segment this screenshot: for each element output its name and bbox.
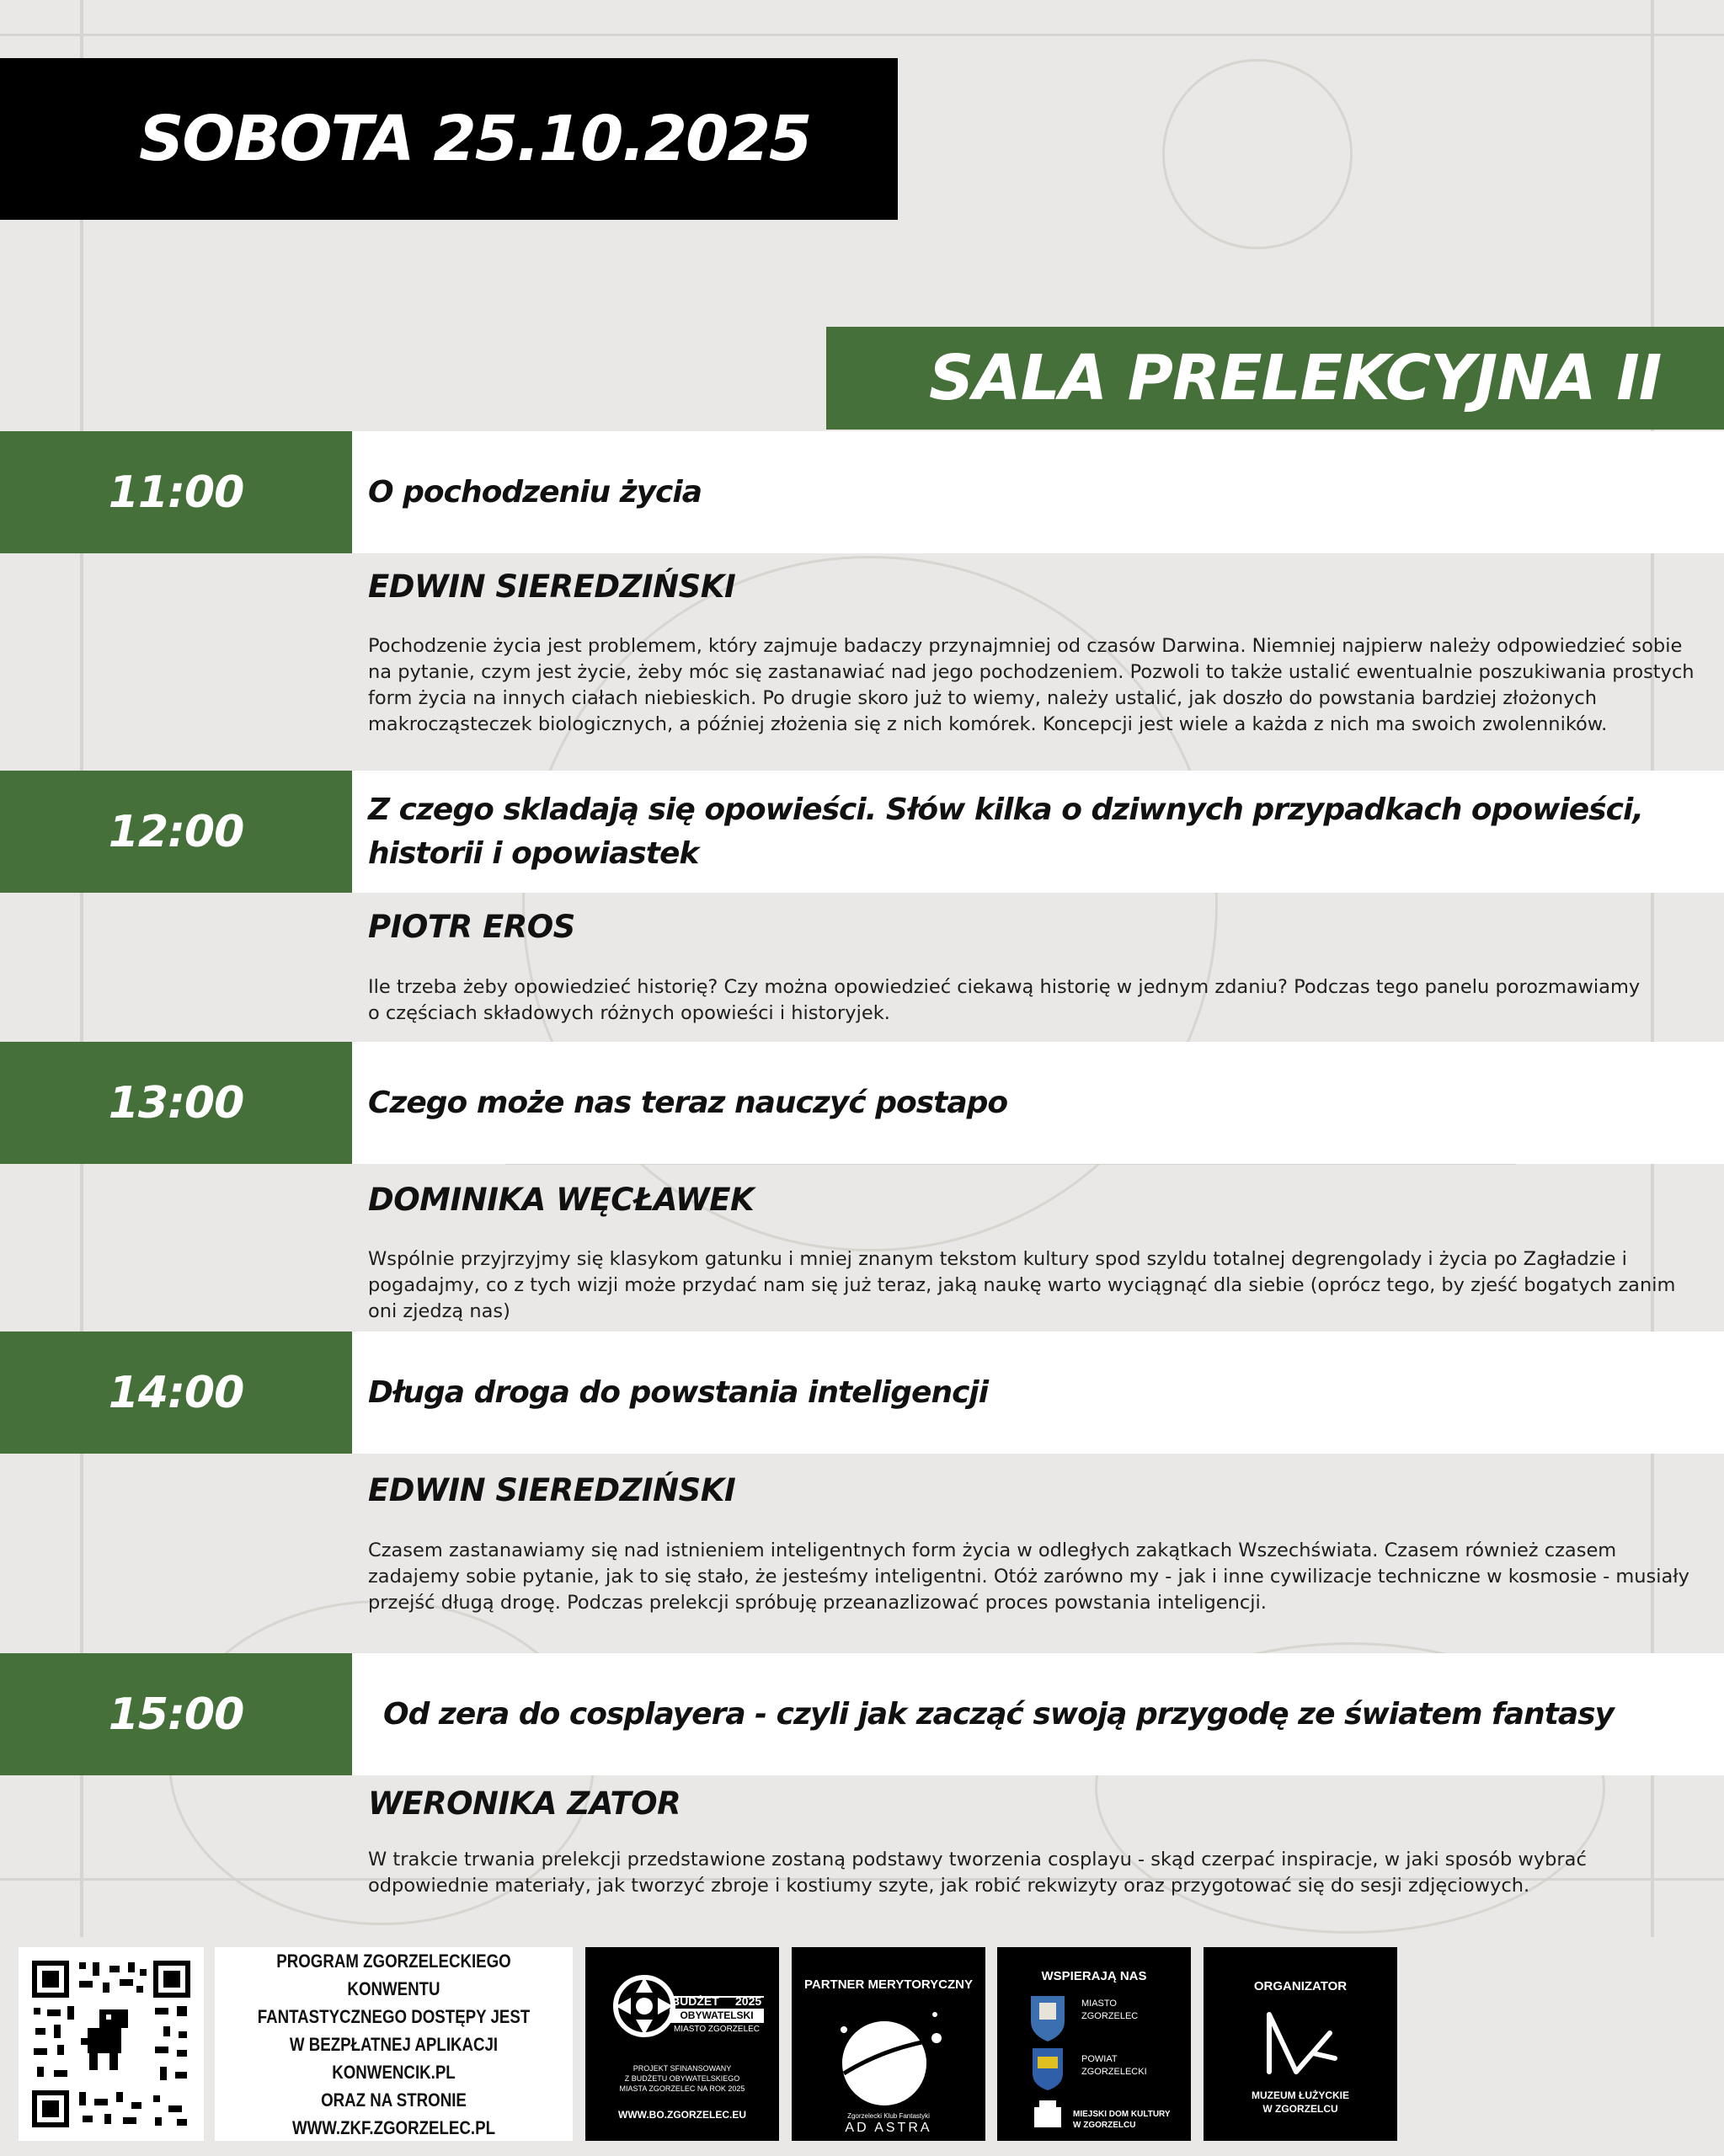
- partner-name: AD ASTRA: [845, 2121, 932, 2135]
- qr-code-icon[interactable]: [29, 1957, 194, 2131]
- budget-project-line: PROJEKT SFINANSOWANY: [632, 2064, 732, 2073]
- budget-logo-box: [585, 1947, 779, 2141]
- partner-club: Zgorzelecki Klub Fantastyki: [847, 2112, 930, 2120]
- slot-description: W trakcie trwania prelekcji przedstawione zostaną podstawy tworzenia cosplayu - skąd czerpać inspiracje, w jaki sposób wybrać odpowiednie materiały, jak tworzyć zbroje i kostiumy szyte, jak robić rekwizyty oraz przygotować się do sesji zdjęciowych.: [368, 1849, 1587, 1897]
- slot-description: Czasem zastanawiamy się nad istnieniem inteligentnych form życia w odległych zakątkach Wszechświata. Czasem również czasem zadajemy sobie pytanie, jak to się stało, że jesteśmy inteligentni. Otóż zarówno my - jak i inne cywilizacje techniczne w kosmosie - musiały przejść długą drogę. Podczas prelekcji spróbuję przeanazlizować proces powstania inteligencji.: [368, 1540, 1690, 1614]
- budget-project-line: MIASTA ZGORZELEC NA ROK 2025: [619, 2084, 745, 2093]
- program-line: ORAZ NA STRONIE: [321, 2089, 467, 2111]
- supporter-culture-house: [1073, 2109, 1171, 2131]
- program-line: FANTASTYCZNEGO DOSTĘPY JEST: [257, 2005, 531, 2027]
- slot-time: 15:00: [0, 1653, 352, 1775]
- slot-title-row: [352, 1042, 1724, 1164]
- program-line: PROGRAM ZGORZELECKIEGO KONWENTU: [276, 1950, 511, 1999]
- organizer-name-line: MUZEUM ŁUŻYCKIE: [1252, 2089, 1349, 2101]
- slot-speaker: PIOTR EROS: [368, 909, 575, 945]
- supporters-box: [997, 1947, 1191, 2141]
- slot-title: Z czego skladają się opowieści. Słów kilka o dziwnych przypadkach opowieści, historii i opowiastek: [368, 792, 1643, 871]
- qr-code-box[interactable]: [19, 1947, 204, 2141]
- program-line[interactable]: WWW.ZKF.ZGORZELEC.PL: [291, 2116, 496, 2138]
- supporter-county-line: POWIAT: [1081, 2054, 1118, 2064]
- slot-title-row: [352, 1653, 1724, 1775]
- slot-speaker: EDWIN SIEREDZIŃSKI: [368, 1472, 736, 1508]
- slot-title: O pochodzeniu życia: [368, 474, 702, 510]
- slot-time: 12:00: [0, 771, 352, 893]
- slot-time: 14:00: [0, 1331, 352, 1454]
- hall-name: SALA PRELEKCYJNA II: [929, 342, 1662, 414]
- slot-description: Pochodzenie życia jest problemem, który zajmuje badaczy przynajmniej od czasów Darwina. Niemniej najpierw należy odpowiedzieć sobie na pytanie, czym jest życie, żeby móc się zastanawiać nad jego pochodzeniem. Pozwoli to także ustalić ewentualnie poszukiwania prostych form życia na innych ciałach niebieskich. Po drugie skoro już to wiemy, należy ustalić, jak doszło do powstania bardziej złożonych makrocząsteczek biologicznych, a później złożenia się z nich komórek. Koncepcji jest wiele a każda z nich ma swoich zwolenników.: [368, 635, 1695, 735]
- program-info-text: [242, 1947, 546, 2142]
- supporter-county-line: ZGORZELECKI: [1081, 2067, 1147, 2077]
- slot-speaker: EDWIN SIEREDZIŃSKI: [368, 568, 736, 605]
- budget-url[interactable]: WWW.BO.ZGORZELEC.EU: [618, 2109, 746, 2121]
- slot-title: Długa droga do powstania inteligencji: [368, 1374, 989, 1410]
- organizer-name-line: W ZGORZELCU: [1262, 2103, 1338, 2115]
- slot-time: 13:00: [0, 1042, 352, 1164]
- slot-title: Od zera do cosplayera - czyli jak zacząć swoją przygodę ze światem fantasy: [383, 1696, 1615, 1732]
- organizer-heading: ORGANIZATOR: [1253, 1979, 1348, 1993]
- slot-speaker: DOMINIKA WĘCŁAWEK: [368, 1182, 755, 1218]
- slot-description: Ile trzeba żeby opowiedzieć historię? Czy można opowiedzieć ciekawą historię w jednym zdaniu? Podczas tego panelu porozmawiamy o częściach składowych różnych opowieści i historyjek.: [368, 976, 1641, 1024]
- organizer-box: [1204, 1947, 1397, 2141]
- slot-time: 11:00: [0, 431, 352, 553]
- supporter-city-line: MIASTO: [1081, 1999, 1117, 2009]
- slot-title-row: [352, 771, 1724, 893]
- budget-sub1: OBYWATELSKI: [670, 2009, 764, 2022]
- budget-project-line: Z BUDŻETU OBYWATELSKIEGO: [624, 2074, 740, 2083]
- supporters-heading: WSPIERAJĄ NAS: [1041, 1969, 1147, 1983]
- program-line: W BEZPŁATNEJ APLIKACJI: [289, 2033, 499, 2055]
- partner-heading: PARTNER MERYTORYCZNY: [803, 1977, 973, 1992]
- slot-speaker: WERONIKA ZATOR: [368, 1785, 681, 1822]
- budget-year: 2025: [735, 1994, 762, 2008]
- supporter-culture-line: MIEJSKI DOM KULTURY: [1073, 2110, 1171, 2119]
- budget-project-note: [585, 2063, 779, 2094]
- budget-sub2: MIASTO ZGORZELEC: [673, 2025, 761, 2034]
- slot-title-row: [352, 431, 1724, 553]
- organizer-name: [1204, 2089, 1397, 2116]
- partner-box: [792, 1947, 985, 2141]
- supporter-city: [1081, 1998, 1138, 2023]
- program-line[interactable]: KONWENCIK.PL: [332, 2061, 456, 2083]
- program-info-box: [215, 1947, 573, 2141]
- supporter-county: [1081, 2053, 1147, 2079]
- supporter-culture-line: W ZGORZELCU: [1073, 2121, 1136, 2130]
- budget-logo-text: BUDŻET: [671, 1994, 719, 2008]
- supporter-city-line: ZGORZELEC: [1081, 2011, 1139, 2021]
- slot-title: Czego może nas teraz nauczyć postapo: [368, 1085, 1008, 1120]
- slot-title-row: [352, 1331, 1724, 1454]
- slot-description: Wspólnie przyjrzyjmy się klasykom gatunku i mniej znanym tekstom kultury spod szyldu totalnej degrengolady i życia po Zagładzie i pogadajmy, co z tych wizji może przydać nam się już teraz, jaką naukę warto wyciągnąć dla siebie (oprócz tego, by zjeść bogatych zanim oni zjedzą nas): [368, 1248, 1676, 1322]
- date-banner: [0, 58, 898, 220]
- hall-banner: [826, 327, 1724, 430]
- event-date: SOBOTA 25.10.2025: [139, 103, 811, 175]
